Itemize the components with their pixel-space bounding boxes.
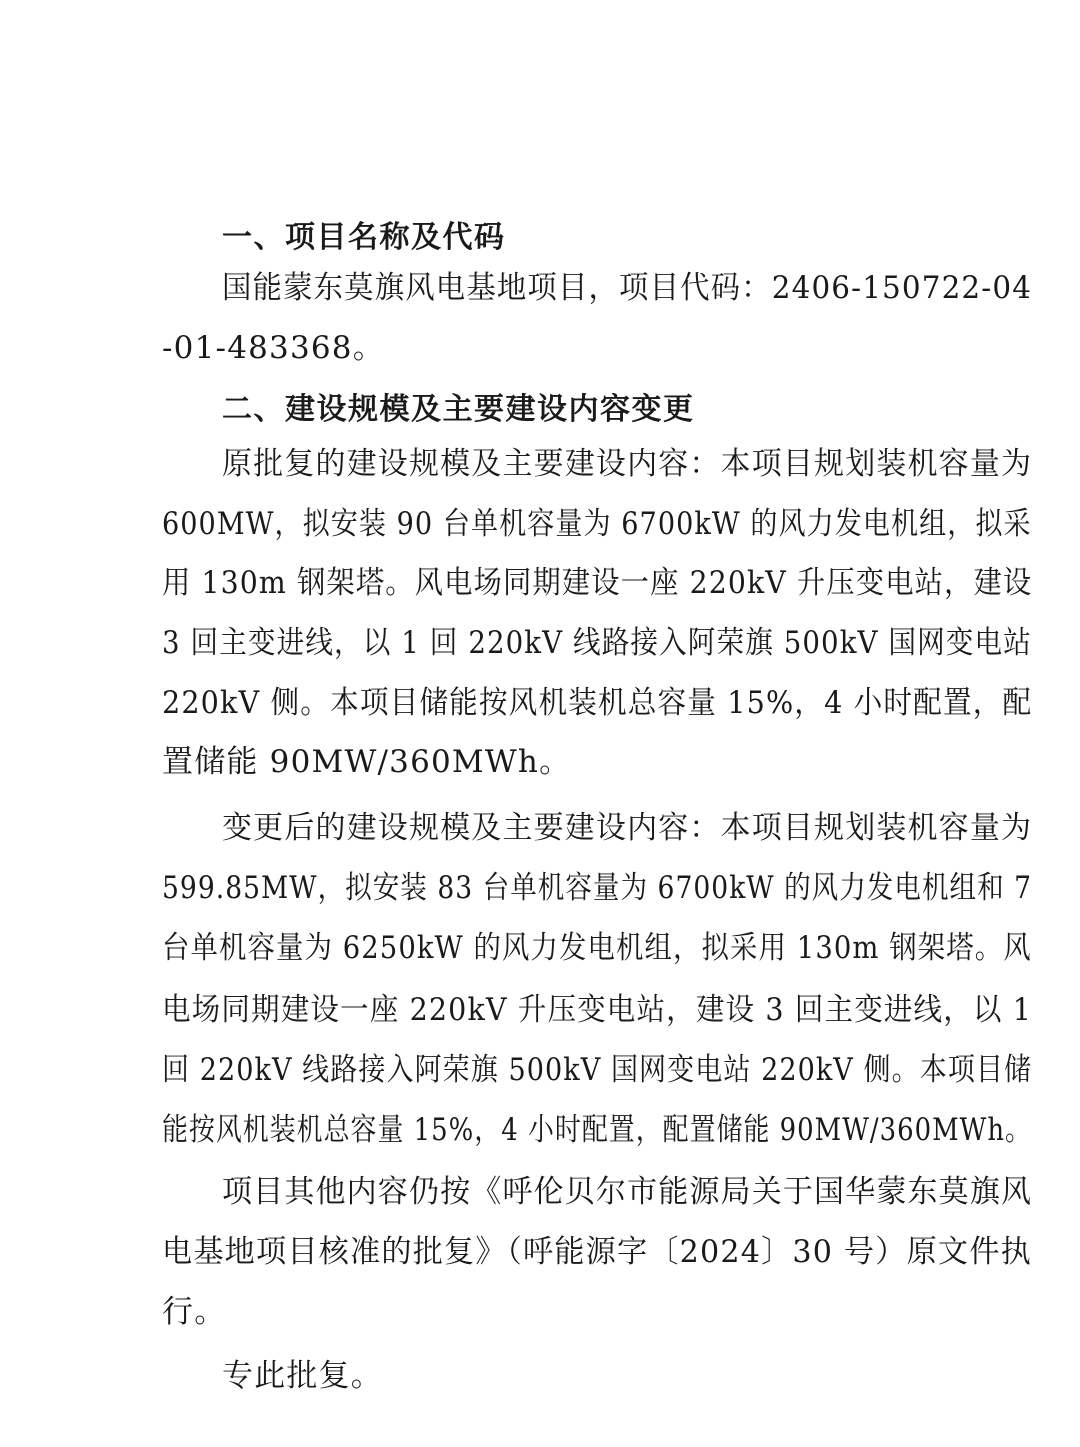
project-code-line2: -01-483368。 bbox=[162, 330, 385, 366]
changed-line-1: 变更后的建设规模及主要建设内容：本项目规划装机容量为 bbox=[222, 810, 1033, 846]
changed-line-2: 599.85MW，拟安装 83 台单机容量为 6700kW 的风力发电机组和 7 bbox=[162, 870, 1033, 906]
original-line-4: 3 回主变进线，以 1 回 220kV 线路接入阿荣旗 500kV 国网变电站 bbox=[162, 625, 1032, 661]
changed-line-4: 电场同期建设一座 220kV 升压变电站，建设 3 回主变进线，以 1 bbox=[162, 992, 1033, 1028]
original-line-3: 用 130m 钢架塔。风电场同期建设一座 220kV 升压变电站，建设 bbox=[162, 565, 1033, 601]
changed-line-3: 台单机容量为 6250kW 的风力发电机组，拟采用 130m 钢架塔。风 bbox=[162, 930, 1032, 966]
original-line-5: 220kV 侧。本项目储能按风机装机总容量 15%，4 小时配置，配 bbox=[162, 685, 1033, 721]
changed-line-5: 回 220kV 线路接入阿荣旗 500kV 国网变电站 220kV 侧。本项目储 bbox=[162, 1052, 1033, 1088]
other-line-2: 电基地项目核准的批复》（呼能源字〔2024〕30 号）原文件执 bbox=[162, 1234, 1032, 1270]
original-line-1: 原批复的建设规模及主要建设内容：本项目规划装机容量为 bbox=[222, 446, 1033, 482]
section1-heading: 一、项目名称及代码 bbox=[222, 220, 506, 255]
original-line-2: 600MW，拟安装 90 台单机容量为 6700kW 的风力发电机组，拟采 bbox=[162, 506, 1032, 542]
closing-line: 专此批复。 bbox=[222, 1358, 383, 1394]
project-code-line1: 国能蒙东莫旗风电基地项目，项目代码：2406-150722-04 bbox=[222, 270, 1033, 306]
other-line-3: 行。 bbox=[162, 1294, 227, 1330]
other-line-1: 项目其他内容仍按《呼伦贝尔市能源局关于国华蒙东莫旗风 bbox=[222, 1174, 1033, 1210]
section2-heading: 二、建设规模及主要建设内容变更 bbox=[222, 392, 695, 427]
changed-line-6: 能按风机装机总容量 15%，4 小时配置，配置储能 90MW/360MWh。 bbox=[162, 1112, 1032, 1148]
original-line-6: 置储能 90MW/360MWh。 bbox=[162, 744, 572, 780]
